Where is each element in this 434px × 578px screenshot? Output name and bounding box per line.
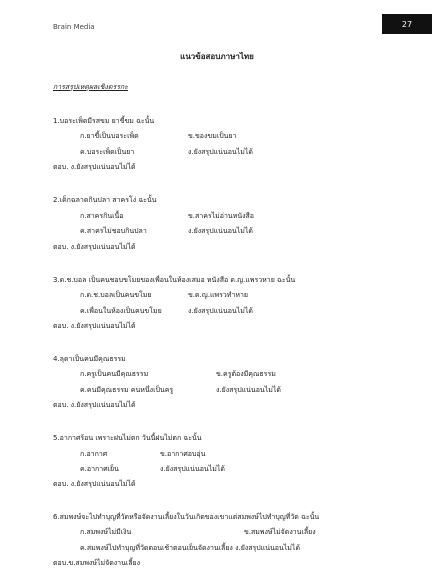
q3-answer: ตอบ. ง.ยังสรุปแน่นอนไม่ได้ bbox=[53, 322, 136, 330]
q3-option-a: ก.ด.ช.บอลเป็นคนขโมย bbox=[80, 291, 152, 299]
q5-option-c: ค.อากาศเย็น bbox=[80, 465, 119, 473]
question-1: 1.บอระเพ็ดมีรสขม ยาขี้ขม ฉะนั้น bbox=[53, 117, 155, 125]
q4-option-b: ข.ครูต้องมีคุณธรรม bbox=[216, 370, 276, 378]
q1-option-a: ก.ยาขี้เป็นบอระเพ็ด bbox=[80, 132, 139, 140]
question-2: 2.เด็กฉลาดกินปลา สาครโง่ ฉะนั้น bbox=[53, 196, 157, 204]
q3-option-c: ค.เพื่อนในห้องเป็นคนขโมย bbox=[80, 307, 162, 315]
q2-answer: ตอบ. ง.ยังสรุปแน่นอนไม่ได้ bbox=[53, 243, 136, 251]
q1-option-d: ง.ยังสรุปแน่นอนไม่ได้ bbox=[188, 148, 253, 156]
q5-option-d: ง.ยังสรุปแน่นอนไม่ได้ bbox=[160, 465, 225, 473]
q1-option-b: ข.ของขมเป็นยา bbox=[188, 132, 237, 140]
page-number: 27 bbox=[401, 19, 413, 29]
q5-answer: ตอบ. ง.ยังสรุปแน่นอนไม่ได้ bbox=[53, 480, 136, 488]
question-6: 6.สมพงษ์จะไปทำบุญที่วัดหรือจัดงานเลี้ยงในวันเกิดของเขาแต่สมพงษ์ไปทำบุญที่วัด ฉะนั้น bbox=[53, 513, 320, 521]
q4-option-c: ค.คนมีคุณธรรม คนหนึ่งเป็นครู bbox=[80, 386, 174, 394]
q5-option-b: ข.อากาศอบอุ่น bbox=[160, 450, 206, 458]
q3-option-b: ข.ด.ญ.แพรวทำหาย bbox=[188, 291, 248, 299]
q6-option-b: ข.สมพงษ์ไม่จัดงานเลี้ยง bbox=[244, 528, 316, 536]
q2-option-b: ข.สาครไม่อ่านหนังสือ bbox=[188, 212, 255, 220]
question-4: 4.ลุดาเป็นคนมีคุณธรรม bbox=[53, 355, 126, 363]
section-title: การสรุปเหตุผลเชิงตรรกะ bbox=[53, 83, 128, 91]
question-3: 3.ด.ช.บอล เป็นคนชอบขโมยของเพื่อนในห้องเสมอ หนังสือ ด.ญ.แพรวหาย ฉะนั้น bbox=[53, 276, 296, 284]
q6-answer: ตอบ.ข.สมพงษ์ไม่จัดงานเลี้ยง bbox=[53, 559, 141, 567]
q6-option-c: ค.สมพงษ์ไปทำบุญที่วัดตอนเช้าตอนเย็นจัดงานเลี้ยง ง.ยังสรุปแน่นอนไม่ได้ bbox=[80, 544, 300, 552]
q4-option-a: ก.ครูเป็นคนมีคุณธรรม bbox=[80, 370, 149, 378]
q1-option-c: ค.บอระเพ็ดเป็นยา bbox=[80, 148, 135, 156]
q4-option-d: ง.ยังสรุปแน่นอนไม่ได้ bbox=[216, 386, 281, 394]
header-brand: Brain Media bbox=[53, 23, 95, 31]
page-number-badge bbox=[382, 14, 432, 34]
q2-option-a: ก.สาครกินเนื้อ bbox=[80, 212, 124, 220]
q2-option-d: ง.ยังสรุปแน่นอนไม่ได้ bbox=[188, 227, 253, 235]
q5-option-a: ก.อากาศ bbox=[80, 450, 108, 458]
q3-option-d: ง.ยังสรุปแน่นอนไม่ได้ bbox=[188, 307, 253, 315]
q6-option-a: ก.สมพงษ์ไม่มีเงิน bbox=[80, 528, 132, 536]
document-title: แนวข้อสอบภาษาไทย bbox=[180, 52, 254, 61]
q4-answer: ตอบ. ง.ยังสรุปแน่นอนไม่ได้ bbox=[53, 401, 136, 409]
question-5: 5.อากาศร้อน เพราะฝนไม่ตก วันนี้ฝนไม่ตก ฉะนั้น bbox=[53, 434, 202, 442]
q2-option-c: ค.สาครไม่ชอบกินปลา bbox=[80, 227, 147, 235]
q1-answer: ตอบ. ง.ยังสรุปแน่นอนไม่ได้ bbox=[53, 163, 136, 171]
